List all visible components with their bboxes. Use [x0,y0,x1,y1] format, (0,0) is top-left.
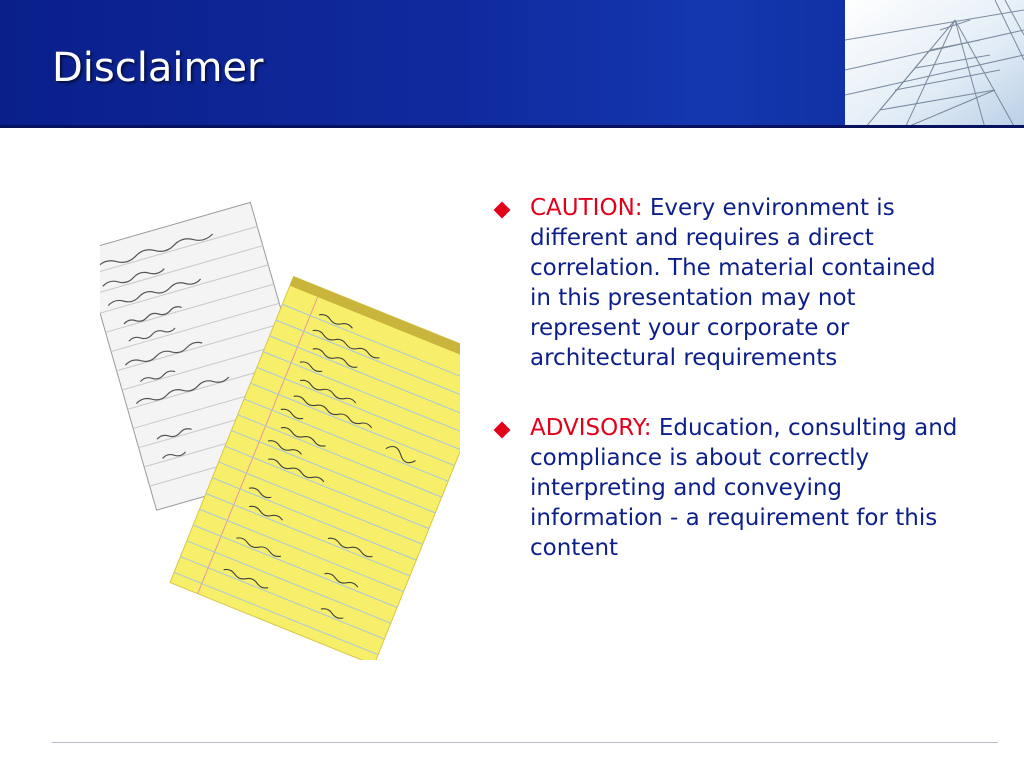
caution-text: Every environment is different and requires a direct correlation. The material contained in this presentation may not represent your corporate or architectural requirements [530,195,936,371]
bullet-advisory [492,413,962,563]
advisory-label: ADVISORY: [530,415,652,441]
slide-title: Disclaimer [52,45,264,91]
advisory-text: Education, consulting and compliance is about correctly interpreting and conveying information - a requirement for this content [530,415,958,561]
footer-divider [52,742,998,743]
diamond-bullet-icon [494,202,511,219]
caution-label: CAUTION: [530,195,643,221]
bullet-list [492,193,962,603]
bullet-caution [492,193,962,373]
diamond-bullet-icon [494,422,511,439]
slide-header [0,0,1024,128]
handwritten-notes-icon [100,190,460,660]
power-tower-icon [845,0,1024,128]
